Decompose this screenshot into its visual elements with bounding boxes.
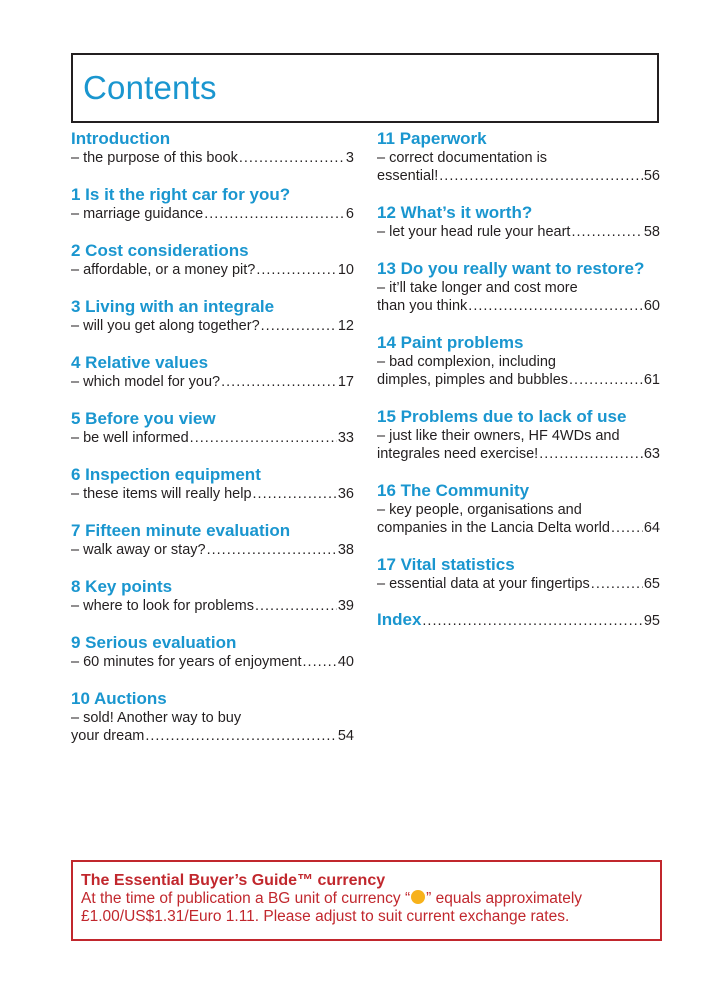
toc-left-column	[71, 129, 354, 763]
currency-bullet-icon	[411, 890, 425, 904]
toc-entry-leader-line	[71, 541, 354, 559]
toc-entry-leader-line	[377, 371, 660, 389]
toc-entry-leader-line	[71, 597, 354, 615]
toc-entry-description: – walk away or stay?	[71, 542, 206, 558]
dot-leader	[145, 727, 337, 745]
toc-entry-description: – which model for you?	[71, 374, 221, 390]
toc-entry-description: essential!	[377, 168, 439, 184]
toc-page-number: 58	[643, 224, 660, 240]
toc-entry[interactable]	[71, 521, 354, 559]
toc-entry-title: 9 Serious evaluation	[71, 633, 237, 652]
toc-entry-description: – correct documentation is	[377, 150, 548, 166]
dot-leader	[207, 541, 337, 559]
toc-entry-title: 10 Auctions	[71, 689, 167, 708]
toc-entry-description: – affordable, or a money pit?	[71, 262, 256, 278]
toc-entry-title: Index	[377, 610, 422, 629]
toc-entry-leader-line	[377, 445, 660, 463]
toc-page-number: 17	[337, 374, 354, 390]
dot-leader	[468, 297, 643, 315]
toc-entry-title: 15 Problems due to lack of use	[377, 407, 627, 426]
dot-leader	[239, 149, 345, 167]
dot-leader	[422, 612, 642, 630]
toc-entry-description: your dream	[71, 728, 145, 744]
toc-page-number: 33	[337, 430, 354, 446]
toc-page-number: 95	[643, 613, 660, 629]
dot-leader	[439, 167, 643, 185]
currency-note-line-1	[81, 890, 652, 908]
toc-page-number: 36	[337, 486, 354, 502]
toc-page-number: 60	[643, 298, 660, 314]
toc-page-number: 38	[337, 542, 354, 558]
toc-entry[interactable]	[71, 297, 354, 335]
toc-entry-leader-line	[377, 167, 660, 185]
dot-leader	[190, 429, 337, 447]
toc-page-number: 63	[643, 446, 660, 462]
toc-entry-title: 2 Cost considerations	[71, 241, 249, 260]
dot-leader	[591, 575, 643, 593]
toc-entry-description: – the purpose of this book	[71, 150, 238, 166]
dot-leader	[303, 653, 337, 671]
toc-right-column	[377, 129, 660, 630]
toc-entry-leader-line	[71, 727, 354, 745]
dot-leader	[539, 445, 643, 463]
toc-entry-title: 8 Key points	[71, 577, 173, 596]
toc-entry-leader-line	[377, 223, 660, 241]
toc-entry-leader-line	[377, 575, 660, 593]
toc-entry-description: than you think	[377, 298, 468, 314]
toc-entry-title: 17 Vital statistics	[377, 555, 515, 574]
toc-page-number: 65	[643, 576, 660, 592]
toc-entry-title: 12 What’s it worth?	[377, 203, 533, 222]
dot-leader	[221, 373, 337, 391]
dot-leader	[611, 519, 643, 537]
currency-note-title: The Essential Buyer’s Guide™ currency	[81, 872, 386, 889]
toc-entry[interactable]	[377, 203, 660, 241]
currency-note-box	[71, 860, 662, 941]
dot-leader	[569, 371, 643, 389]
toc-entry-description: – will you get along together?	[71, 318, 260, 334]
dot-leader	[204, 205, 345, 223]
toc-entry-description: – where to look for problems	[71, 598, 254, 614]
currency-note-text-before: At the time of publication a BG unit of currency “	[81, 890, 411, 907]
toc-entry-description: – marriage guidance	[71, 206, 204, 222]
toc-page-number: 56	[643, 168, 660, 184]
toc-entry[interactable]	[71, 689, 354, 745]
toc-page-number: 54	[337, 728, 354, 744]
toc-entry-title: 16 The Community	[377, 481, 530, 500]
toc-entry[interactable]	[377, 129, 660, 185]
toc-entry-description: companies in the Lancia Delta world	[377, 520, 610, 536]
toc-entry[interactable]	[71, 409, 354, 447]
page-title: Contents	[83, 69, 217, 106]
dot-leader	[571, 223, 642, 241]
toc-entry-title: 7 Fifteen minute evaluation	[71, 521, 291, 540]
dot-leader	[256, 261, 337, 279]
dot-leader	[255, 597, 337, 615]
toc-entry-leader-line	[71, 373, 354, 391]
toc-entry-leader-line	[377, 297, 660, 315]
toc-entry-description: integrales need exercise!	[377, 446, 539, 462]
toc-entry-title: 5 Before you view	[71, 409, 216, 428]
toc-entry-title: 11 Paperwork	[377, 129, 487, 148]
toc-entry[interactable]	[71, 241, 354, 279]
toc-entry-leader-line	[377, 519, 660, 537]
toc-entry[interactable]	[71, 185, 354, 223]
toc-entry[interactable]	[377, 481, 660, 537]
toc-entry-leader-line	[71, 149, 354, 167]
toc-entry-leader-line	[71, 317, 354, 335]
toc-entry[interactable]	[71, 129, 354, 167]
toc-page-number: 12	[337, 318, 354, 334]
toc-entry-leader-line	[71, 653, 354, 671]
toc-entry[interactable]	[377, 259, 660, 315]
toc-entry[interactable]	[377, 333, 660, 389]
toc-entry-title: 1 Is it the right car for you?	[71, 185, 291, 204]
toc-page-number: 64	[643, 520, 660, 536]
toc-entry-leader-line	[71, 429, 354, 447]
toc-entry[interactable]	[71, 633, 354, 671]
toc-entry[interactable]	[71, 465, 354, 503]
toc-entry-description: – it’ll take longer and cost more	[377, 280, 578, 296]
dot-leader	[261, 317, 337, 335]
toc-entry-description: – 60 minutes for years of enjoyment	[71, 654, 302, 670]
toc-page-number: 10	[337, 262, 354, 278]
dot-leader	[253, 485, 337, 503]
toc-page-number: 40	[337, 654, 354, 670]
toc-entry[interactable]	[71, 353, 354, 391]
toc-entry-title: 14 Paint problems	[377, 333, 524, 352]
toc-entry-description: – key people, organisations and	[377, 502, 582, 518]
toc-entry-description: – essential data at your fingertips	[377, 576, 590, 592]
toc-entry-description: – bad complexion, including	[377, 354, 556, 370]
toc-entry-description: – sold! Another way to buy	[71, 710, 242, 726]
currency-note-text-after: ” equals approximately	[426, 890, 583, 907]
toc-entry[interactable]	[377, 407, 660, 463]
toc-entry-description: dimples, pimples and bubbles	[377, 372, 569, 388]
currency-note-line-2: £1.00/US$1.31/Euro 1.11. Please adjust to suit current exchange rates.	[81, 908, 570, 925]
toc-entry-title: 3 Living with an integrale	[71, 297, 275, 316]
toc-entry-leader-line	[71, 205, 354, 223]
toc-entry[interactable]	[71, 577, 354, 615]
toc-entry-description: – let your head rule your heart	[377, 224, 571, 240]
toc-entry-description: – just like their owners, HF 4WDs and	[377, 428, 620, 444]
toc-entry-description: – these items will really help	[71, 486, 252, 502]
toc-entry-leader-line	[71, 485, 354, 503]
toc-page-number: 3	[345, 150, 354, 166]
toc-entry-title: 13 Do you really want to restore?	[377, 259, 645, 278]
toc-entry-description: – be well informed	[71, 430, 189, 446]
toc-entry[interactable]	[377, 555, 660, 593]
toc-page-number: 6	[345, 206, 354, 222]
toc-entry-index[interactable]	[377, 611, 660, 630]
toc-entry-leader-line	[71, 261, 354, 279]
toc-entry-title: 6 Inspection equipment	[71, 465, 261, 484]
toc-page-number: 39	[337, 598, 354, 614]
toc-entry-title: Introduction	[71, 129, 171, 148]
toc-entry-title: 4 Relative values	[71, 353, 209, 372]
contents-title-box	[71, 53, 659, 123]
toc-page-number: 61	[643, 372, 660, 388]
